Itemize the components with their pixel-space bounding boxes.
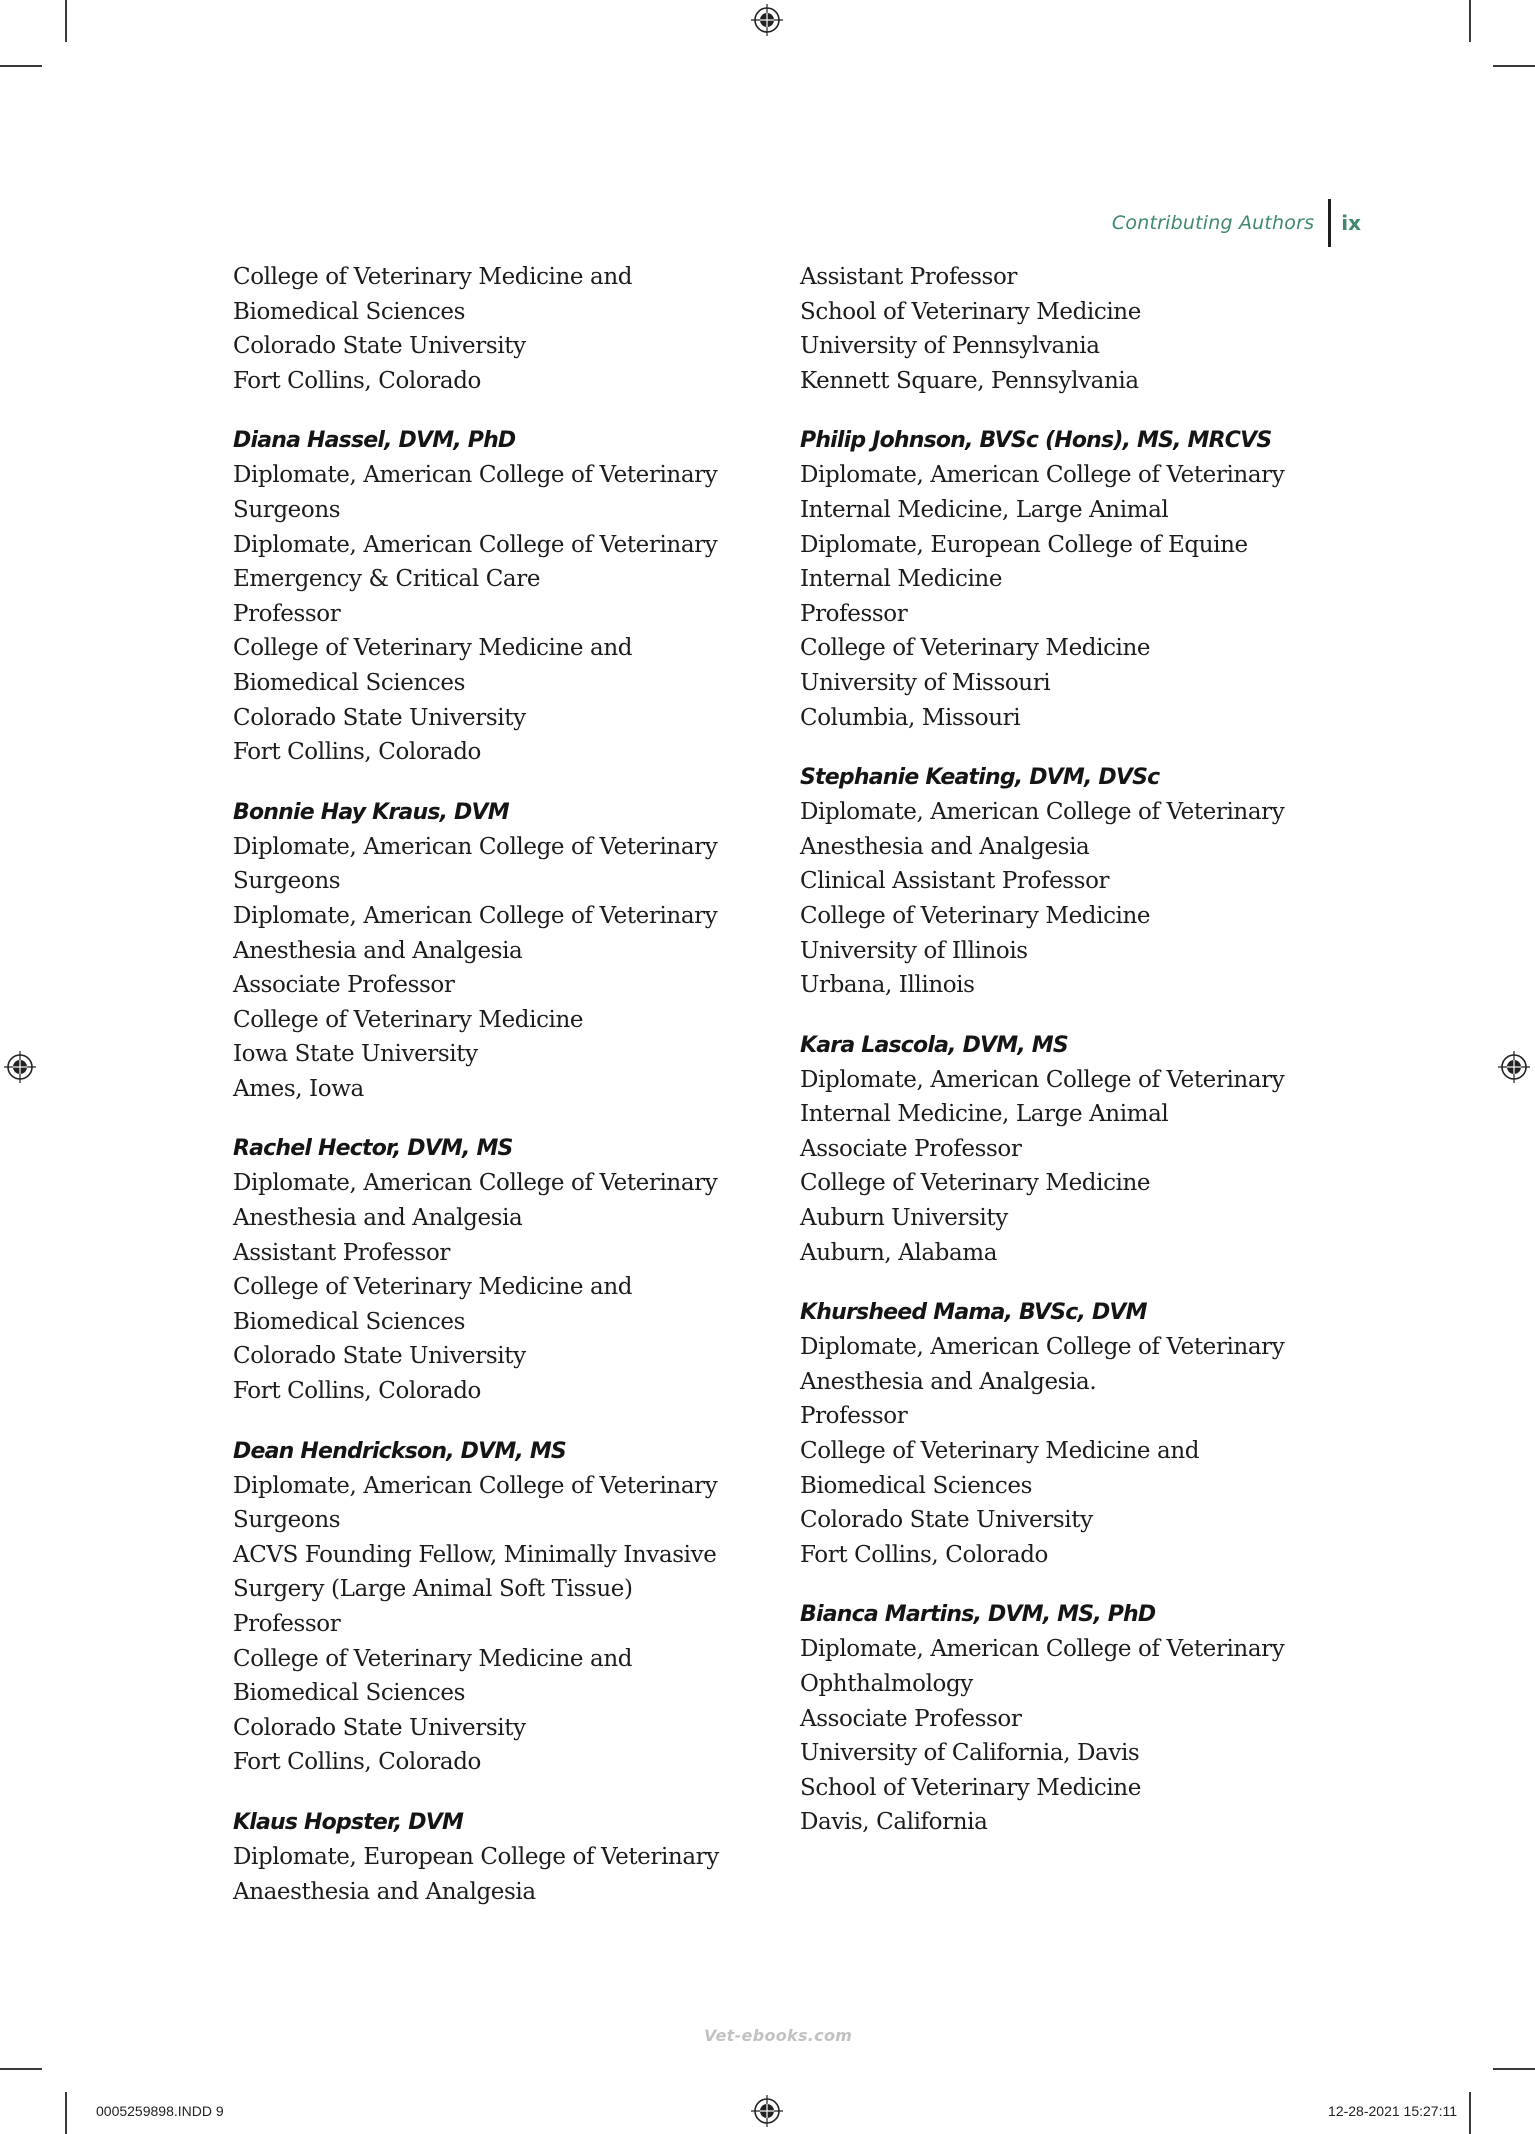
author-entry <box>233 1131 773 1408</box>
affiliation-line: Colorado State University <box>233 1714 526 1741</box>
author-name: Khursheed Mama, BVSc, DVM <box>800 1300 1147 1326</box>
affiliation-line: College of Veterinary Medicine and <box>800 1438 1200 1465</box>
affiliation-line: Diplomate, American College of Veterinary <box>800 1334 1285 1361</box>
affiliation-line: Biomedical Sciences <box>233 1308 465 1335</box>
affiliation-line: Professor <box>800 600 908 627</box>
affiliation-line: Emergency & Critical Care <box>233 566 541 593</box>
affiliation-line: College of Veterinary Medicine <box>800 902 1151 929</box>
affiliation-line: Biomedical Sciences <box>233 1680 465 1707</box>
crop-mark-top-right-horizontal <box>1493 65 1535 67</box>
crop-mark-bottom-left-horizontal <box>0 2068 42 2070</box>
affiliation-line: Diplomate, American College of Veterinary <box>800 462 1285 489</box>
author-entry <box>800 1597 1340 1840</box>
affiliation-line: Anesthesia and Analgesia <box>800 833 1090 860</box>
author-name: Kara Lascola, DVM, MS <box>800 1032 1068 1058</box>
affiliation-line: Internal Medicine, Large Animal <box>800 1101 1169 1128</box>
author-entry-continued <box>233 260 773 398</box>
author-name: Bonnie Hay Kraus, DVM <box>233 799 509 825</box>
affiliation-line: Professor <box>800 1403 908 1430</box>
crop-mark-top-left-vertical <box>65 0 67 42</box>
affiliation-line: Associate Professor <box>800 1135 1022 1162</box>
affiliation-line: Auburn, Alabama <box>800 1239 998 1266</box>
affiliation-line: Diplomate, American College of Veterinary <box>800 1636 1285 1663</box>
crop-mark-bottom-right-vertical <box>1469 2092 1471 2134</box>
print-timestamp: 12-28-2021 15:27:11 <box>1328 2103 1457 2119</box>
affiliation-line: College of Veterinary Medicine <box>800 1170 1151 1197</box>
affiliation-line: Ophthalmology <box>800 1671 973 1697</box>
affiliation-line: Surgeons <box>233 1507 341 1534</box>
affiliation-line: Diplomate, American College of Veterinary <box>233 1472 718 1499</box>
affiliation-line: College of Veterinary Medicine and <box>233 1274 633 1301</box>
author-name: Dean Hendrickson, DVM, MS <box>233 1438 566 1464</box>
author-entry <box>800 1295 1340 1572</box>
affiliation-line: Professor <box>233 600 341 627</box>
affiliation-line: School of Veterinary Medicine <box>800 298 1141 325</box>
affiliation-line: Diplomate, American College of Veterinary <box>233 531 718 558</box>
affiliation-line: Clinical Assistant Professor <box>800 868 1110 895</box>
author-entry <box>233 423 773 769</box>
affiliation-line: University of Illinois <box>800 937 1028 964</box>
affiliation-line: College of Veterinary Medicine <box>233 1006 584 1033</box>
crop-mark-top-right-vertical <box>1469 0 1471 42</box>
affiliation-line: Assistant Professor <box>233 1239 450 1266</box>
registration-mark-right-icon <box>1497 1050 1531 1084</box>
affiliation-line: University of California, Davis <box>800 1740 1140 1767</box>
author-entry <box>800 1028 1340 1271</box>
affiliation-line: Professor <box>233 1611 341 1637</box>
author-name: Rachel Hector, DVM, MS <box>233 1136 513 1162</box>
affiliation-line: Associate Professor <box>233 972 455 999</box>
watermark-logo: Vet-ebooks.com <box>704 2026 853 2045</box>
author-entry <box>800 423 1340 735</box>
print-file-slug: 0005259898.INDD 9 <box>96 2103 224 2119</box>
crop-mark-bottom-left-vertical <box>65 2092 67 2134</box>
author-name: Klaus Hopster, DVM <box>233 1809 464 1835</box>
affiliation-line: Anaesthesia and Analgesia <box>233 1878 536 1905</box>
affiliation-line: Internal Medicine, Large Animal <box>800 496 1169 523</box>
running-title: Contributing Authors <box>1111 212 1315 234</box>
author-name: Stephanie Keating, DVM, DVSc <box>800 765 1160 791</box>
affiliation-line: Colorado State University <box>233 333 526 360</box>
author-entry <box>233 1805 773 1909</box>
affiliation-line: Fort Collins, Colorado <box>800 1541 1048 1568</box>
author-entry <box>233 795 773 1107</box>
affiliation-line: Internal Medicine <box>800 566 1003 593</box>
affiliation-line: Surgeons <box>233 496 341 523</box>
author-entry <box>233 1434 773 1780</box>
affiliation-line: Diplomate, American College of Veterinary <box>233 462 718 489</box>
affiliation-line: Columbia, Missouri <box>800 704 1021 731</box>
affiliation-line: Diplomate, American College of Veterinary <box>800 799 1285 826</box>
affiliation-line: Fort Collins, Colorado <box>233 739 481 766</box>
author-name: Diana Hassel, DVM, PhD <box>233 428 516 454</box>
author-entry <box>800 760 1340 1003</box>
affiliation-line: Surgeons <box>233 868 341 895</box>
affiliation-line: Associate Professor <box>800 1705 1022 1732</box>
affiliation-line: Colorado State University <box>233 704 526 731</box>
affiliation-line: Biomedical Sciences <box>233 669 465 696</box>
affiliation-line: College of Veterinary Medicine and <box>233 635 633 662</box>
author-entry-continued <box>800 260 1340 398</box>
affiliation-line: University of Missouri <box>800 669 1051 696</box>
affiliation-line: Assistant Professor <box>800 264 1017 290</box>
affiliation-line: University of Pennsylvania <box>800 333 1100 360</box>
affiliation-line: Ames, Iowa <box>233 1075 364 1102</box>
affiliation-line: Anesthesia and Analgesia <box>233 1205 523 1232</box>
page-number: ix <box>1341 211 1361 235</box>
affiliation-line: Surgery (Large Animal Soft Tissue) <box>233 1576 633 1603</box>
affiliation-line: Anesthesia and Analgesia. <box>800 1368 1097 1395</box>
affiliation-line: ACVS Founding Fellow, Minimally Invasive <box>233 1541 717 1568</box>
left-column <box>233 260 773 1934</box>
affiliation-line: Auburn University <box>800 1205 1008 1232</box>
registration-mark-top-icon <box>750 3 784 37</box>
affiliation-line: Anesthesia and Analgesia <box>233 937 523 964</box>
affiliation-line: College of Veterinary Medicine and <box>233 1645 633 1672</box>
author-name: Bianca Martins, DVM, MS, PhD <box>800 1602 1156 1628</box>
running-header <box>1112 198 1361 248</box>
affiliation-line: Diplomate, European College of Equine <box>800 531 1248 558</box>
registration-mark-left-icon <box>3 1050 37 1084</box>
affiliation-line: School of Veterinary Medicine <box>800 1774 1141 1801</box>
affiliation-line: Biomedical Sciences <box>800 1472 1032 1499</box>
affiliation-line: Colorado State University <box>233 1343 526 1370</box>
header-divider <box>1328 199 1331 247</box>
affiliation-line: Colorado State University <box>800 1507 1093 1534</box>
affiliation-line: Iowa State University <box>233 1041 478 1068</box>
affiliation-line: College of Veterinary Medicine and <box>233 264 633 290</box>
right-column <box>800 260 1340 1865</box>
affiliation-line: Davis, California <box>800 1809 988 1836</box>
crop-mark-bottom-right-horizontal <box>1493 2068 1535 2070</box>
affiliation-line: Kennett Square, Pennsylvania <box>800 367 1139 394</box>
affiliation-line: Fort Collins, Colorado <box>233 1749 481 1776</box>
affiliation-line: Fort Collins, Colorado <box>233 367 481 394</box>
affiliation-line: Diplomate, American College of Veterinary <box>233 1170 718 1197</box>
affiliation-line: Urbana, Illinois <box>800 972 975 999</box>
affiliation-line: Diplomate, American College of Veterinary <box>800 1066 1285 1093</box>
affiliation-line: Diplomate, American College of Veterinary <box>233 833 718 860</box>
affiliation-line: Diplomate, American College of Veterinary <box>233 902 718 929</box>
author-name: Philip Johnson, BVSc (Hons), MS, MRCVS <box>800 428 1272 454</box>
registration-mark-bottom-icon <box>750 2094 784 2128</box>
affiliation-line: Biomedical Sciences <box>233 298 465 325</box>
affiliation-line: Diplomate, European College of Veterinary <box>233 1843 719 1870</box>
affiliation-line: College of Veterinary Medicine <box>800 635 1151 662</box>
crop-mark-top-left-horizontal <box>0 65 42 67</box>
affiliation-line: Fort Collins, Colorado <box>233 1378 481 1405</box>
